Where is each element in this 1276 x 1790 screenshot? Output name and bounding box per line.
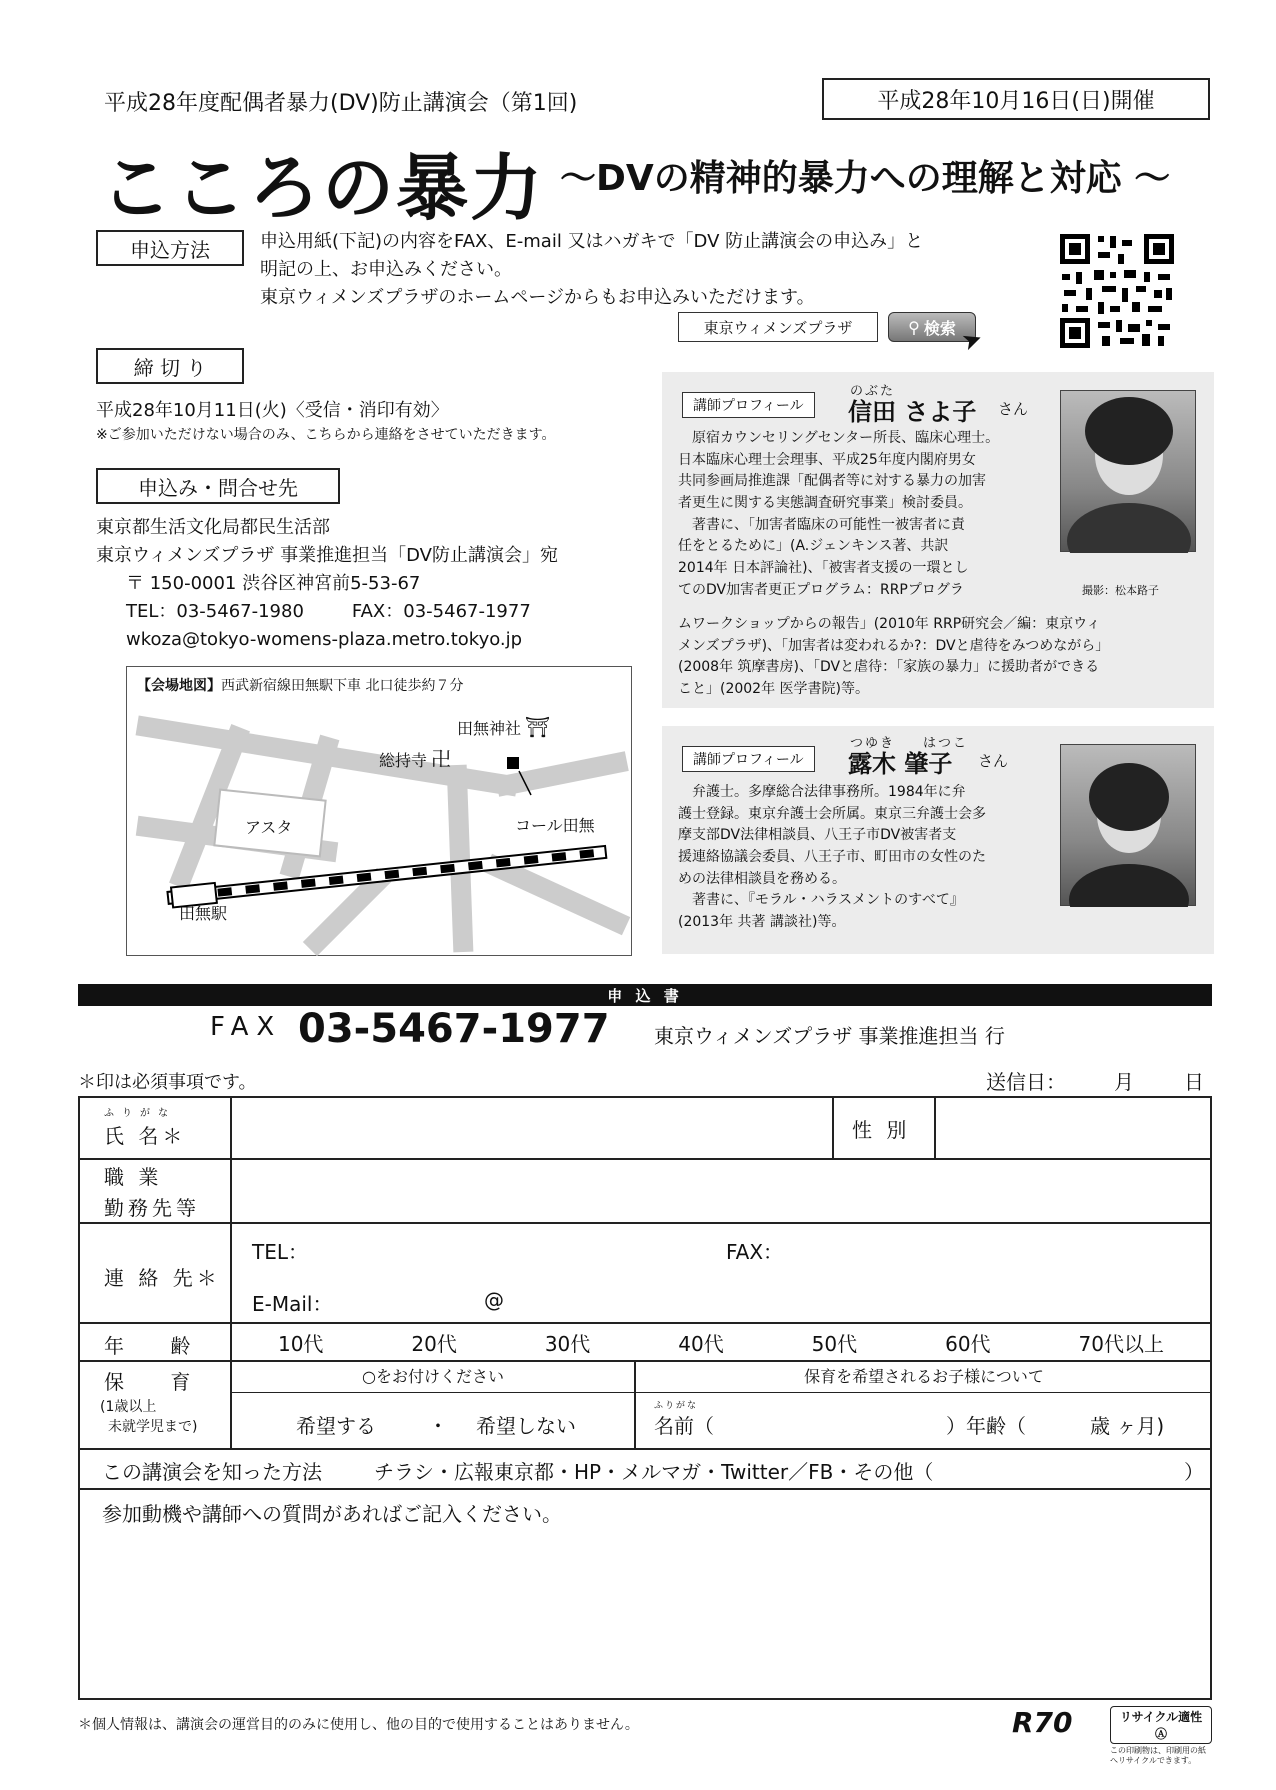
age-label: 年 齢 [104,1334,211,1358]
speaker-2-name: 露木 肇子 [848,750,953,778]
name-ruby: ふりがな [104,1108,176,1119]
child-name-label: 名前（ [654,1414,714,1438]
form-fax-label: FAX [210,1012,283,1042]
map-title: 【会場地図】 [137,678,221,694]
bio-line: 2014年 日本評論社)、「被害者支援の一環とし [678,560,969,577]
email-at-sign: @ [484,1288,504,1312]
venue-marker-icon [507,757,519,769]
contact-email[interactable]: wkoza@tokyo-womens-plaza.metro.tokyo.jp [126,628,523,650]
text-label: リサイクル適性Ⓐ [1110,1706,1212,1744]
send-date [986,1066,1204,1095]
comments-field[interactable] [82,1530,1208,1696]
fax-field[interactable] [796,1230,1196,1266]
apply-line-2: 明記の上、お申込みください。 [260,258,512,280]
childcare-label: 保 育 [104,1370,211,1394]
childcare-dot: ・ [428,1414,448,1438]
speaker-1-photo [1060,390,1196,552]
bio-line: 者更生に関する実態調査研究事業」検討委員。 [678,495,972,512]
bio-line: 原宿カウンセリングセンター所長、臨床心理士。 [692,430,1000,446]
map-directions: 西武新宿線田無駅下車 北口徒歩約７分 [221,678,464,694]
speaker-2-panel [662,726,1214,954]
bio-line: 著書に、『モラル・ハラスメントのすべて』 [692,892,964,909]
photo-credit: 撮影：松本路子 [1082,584,1159,597]
bio-line: こと」(2002年 医学書院)等。 [678,681,870,698]
apply-line-3: 東京ウィメンズプラザのホームページからもお申込みいただけます。 [260,286,815,308]
childcare-child-note: 保育を希望されるお子様について [804,1367,1044,1386]
r70-mark: R70 [1012,1706,1073,1739]
cursor-icon: ➤ [957,323,987,357]
child-name-ruby: ふりがな [654,1401,699,1411]
childcare-sub-2: 未就学児まで) [108,1419,198,1435]
bio-line: 任をとるために」(A.ジェンキンス著、共訳 [678,538,949,555]
map-temple-label: 総持寺 [379,751,428,770]
contact-fax: FAX：03-5467-1977 [351,600,531,622]
bio-line: めの法律相談員を務める。 [678,870,846,887]
gender-field[interactable] [938,1100,1208,1156]
bio-line: (2008年 筑摩書房)、「DVと虐待：「家族の暴力」に援助者ができる [678,659,1100,676]
name-label: 氏 名＊ [104,1124,187,1148]
age-options [234,1324,1208,1360]
bio-line: 共同参画局推進課「配偶者等に対する暴力の加害 [678,473,986,490]
age-option[interactable]: 70代以上 [1078,1331,1164,1356]
name-field[interactable] [234,1100,830,1156]
age-option[interactable]: 60代 [945,1331,991,1356]
contact-field-label: 連 絡 先＊ [104,1266,221,1290]
tel-label: TEL： [252,1240,308,1264]
occupation-field[interactable] [234,1162,1208,1220]
required-note: ＊印は必須事項です。 [78,1072,257,1093]
occupation-label [104,1162,200,1224]
form-fax-number: 03-5467-1977 [298,1006,610,1052]
speaker-2-honorific: さん [978,752,1009,770]
speaker-2-tag: 講師プロフィール [682,746,815,772]
age-option[interactable]: 40代 [678,1331,724,1356]
speaker-1-bio [678,428,1058,602]
bio-line: 弁護士。多摩総合法律事務所。1984年に弁 [692,784,966,800]
page-subtitle: ～DVの精神的暴力への理解と対応 ～ [560,158,1171,199]
speaker-2-photo [1060,744,1196,906]
text-label: 月 [1114,1070,1134,1094]
bio-line: 日本臨床心理士会理事、平成25年度内閣府男女 [678,451,976,468]
map-station-label: 田無駅 [179,904,228,923]
form-title-bar: 申 込 書 [78,984,1212,1006]
gender-label: 性 別 [852,1118,911,1142]
childcare-sub-1: (1歳以上 [100,1399,157,1415]
childcare-not-want[interactable]: 希望しない [476,1414,576,1438]
contact-org-2: 東京ウィメンズプラザ 事業推進担当「DV防止講演会」宛 [96,544,558,566]
bio-line: 援連絡協議会委員、八王子市、町田市の女性のた [678,849,986,866]
tel-field[interactable] [320,1230,700,1266]
temple-icon: 卍 [431,747,452,771]
speaker-1-tag: 講師プロフィール [682,392,815,418]
speaker-1-panel [662,372,1214,708]
bio-line: メンズプラザ)、「加害者は変われるか?：DVと虐待をみつめながら」 [678,637,1110,654]
source-options[interactable]: チラシ・広報東京都・HP・メルマガ・Twitter／FB・その他（ [374,1460,934,1484]
age-option[interactable]: 50代 [811,1331,858,1356]
text-label: 日 [1184,1070,1204,1094]
contact-postal: 〒 150-0001 渋谷区神宮前5-53-67 [126,573,421,594]
child-age-units: 歳 ヶ月) [1090,1414,1165,1438]
search-icon: ⚲ [908,317,920,337]
speaker-1-name: 信田 さよ子 [848,398,977,426]
search-input[interactable]: 東京ウィメンズプラザ [678,312,878,342]
text-label: この印刷物は、印刷用の紙へリサイクルできます。 [1110,1746,1206,1765]
deadline-note: ※ご参加いただけない場合のみ、こちらから連絡をさせていただきます。 [96,427,556,443]
bio-line: 著書に、「加害者臨床の可能性一被害者に責 [692,516,965,533]
fax-field-label: FAX： [726,1240,784,1264]
apply-instructions [260,228,990,312]
contact-address [126,570,531,654]
map-shrine-label: 田無神社 [457,719,522,738]
bio-line: 護士登録。東京弁護士会所属。東京三弁護士会多 [678,805,986,822]
speaker-2-bio [678,782,1058,934]
speaker-1-ruby: のぶた [850,384,896,399]
bio-line: ムワークショップからの報告」(2010年 RRP研究会／編：東京ウィ [678,616,1101,632]
bio-line: はつこ [923,736,969,751]
privacy-note: ＊個人情報は、講演会の運営目的のみに使用し、他の目的で使用することはありません。 [78,1717,639,1733]
email-field[interactable] [348,1282,1198,1318]
source-close: ） [1184,1460,1204,1484]
bio-line: 摩支部DV法律相談員、八王子市DV被害者支 [678,827,957,844]
age-option[interactable]: 30代 [544,1331,591,1356]
child-name-field[interactable] [720,1404,940,1440]
email-label: E-Mail： [252,1292,333,1316]
text-label: 勤務先等 [104,1196,200,1220]
text-label: 職 業 [104,1165,163,1189]
text-label: 送信日： [986,1070,1066,1094]
map-asta-label: アスタ [245,818,293,837]
childcare-want[interactable]: 希望する [296,1414,376,1438]
contact-tel: TEL：03-5467-1980 [126,600,304,622]
bio-line: (2013年 共著 講談社)等。 [678,914,846,931]
bio-line: つゆき [850,736,896,751]
recycle-mark [1110,1706,1212,1765]
page-title: こころの暴力 [100,145,545,230]
source-label: この講演会を知った方法 [102,1460,322,1484]
contact-label: 申込み・問合せ先 [96,468,340,504]
deadline-date: 平成28年10月11日(火)〈受信・消印有効〉 [96,400,449,421]
bio-line: てのDV加害者更正プログラム：RRPプログラ [678,581,964,598]
child-age-label: ）年齢（ [946,1414,1026,1438]
venue-map [126,666,632,956]
age-option[interactable]: 20代 [411,1331,457,1356]
apply-method-label: 申込方法 [96,230,244,266]
event-date: 平成28年10月16日(日)開催 [822,78,1210,120]
event-series: 平成28年度配偶者暴力(DV)防止講演会（第1回) [104,91,578,116]
contact-org [96,514,558,570]
apply-line-1: 申込用紙(下記)の内容をFAX、E-mail 又はハガキで「DV 防止講演会の申込み」と [260,231,924,252]
comments-label: 参加動機や講師への質問があればご記入ください。 [102,1502,562,1526]
map-venue-label: コール田無 [515,816,595,835]
speaker-1-bio-wide [678,614,1208,701]
speaker-1-honorific: さん [998,400,1029,418]
age-option[interactable]: 10代 [277,1331,324,1356]
shrine-icon: ⛩ [525,715,551,739]
qr-code-icon[interactable] [1058,232,1176,350]
deadline-label: 締 切 り [96,348,244,384]
childcare-circle-note: ○をお付けください [362,1367,504,1386]
form-addressee: 東京ウィメンズプラザ 事業推進担当 行 [654,1024,1005,1048]
contact-org-1: 東京都生活文化局都民生活部 [96,517,330,538]
search-button-label: 検索 [923,318,956,338]
